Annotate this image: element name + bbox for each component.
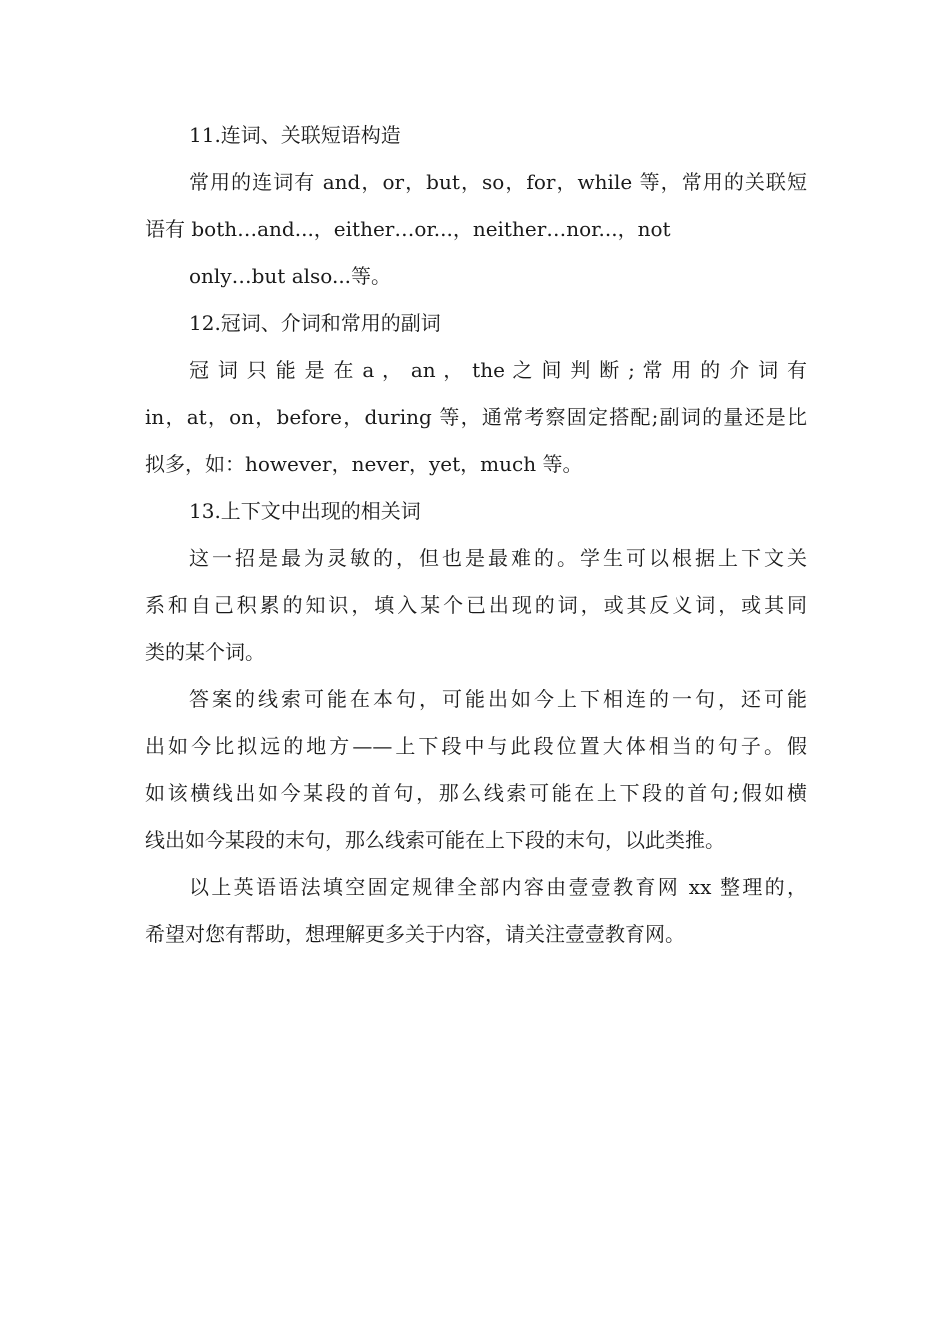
paragraph-line: 以上英语语法填空固定规律全部内容由壹壹教育网 xx 整理的， (189, 875, 807, 899)
paragraph-line: 类的某个词。 (145, 640, 265, 664)
paragraph-line: 如该横线出如今某段的首句，那么线索可能在上下段的首句;假如横 (145, 781, 807, 805)
paragraph-line: 语有 both…and...，either…or...，neither…nor...，not (145, 217, 671, 241)
paragraph-line: 出如今比拟远的地方——上下段中与此段位置大体相当的句子。假 (145, 734, 807, 758)
paragraph-line: in，at，on，before，during 等，通常考察固定搭配;副词的量还是比 (145, 405, 807, 429)
section-heading-11: 11.连词、关联短语构造 (189, 123, 401, 147)
paragraph-line: only…but also...等。 (189, 264, 392, 288)
section-heading-12: 12.冠词、介词和常用的副词 (189, 311, 441, 335)
paragraph-line: 冠 词 只 能 是 在 a ， an ， the 之 间 判 断 ; 常 用 的 介 词 有 (189, 358, 807, 382)
paragraph-line: 系和自己积累的知识，填入某个已出现的词，或其反义词，或其同 (145, 593, 807, 617)
document-body (145, 112, 807, 958)
section-heading-13: 13.上下文中出现的相关词 (189, 499, 421, 523)
paragraph-line: 答案的线索可能在本句，可能出如今上下相连的一句，还可能 (189, 687, 807, 711)
paragraph-line: 线出如今某段的末句，那么线索可能在上下段的末句，以此类推。 (145, 828, 725, 852)
paragraph-line: 拟多，如：however，never，yet，much 等。 (145, 452, 583, 476)
paragraph-line: 希望对您有帮助，想理解更多关于内容，请关注壹壹教育网。 (145, 922, 685, 946)
paragraph-line: 常用的连词有 and，or，but，so，for，while 等，常用的关联短 (189, 170, 807, 194)
paragraph-line: 这一招是最为灵敏的，但也是最难的。学生可以根据上下文关 (189, 546, 807, 570)
